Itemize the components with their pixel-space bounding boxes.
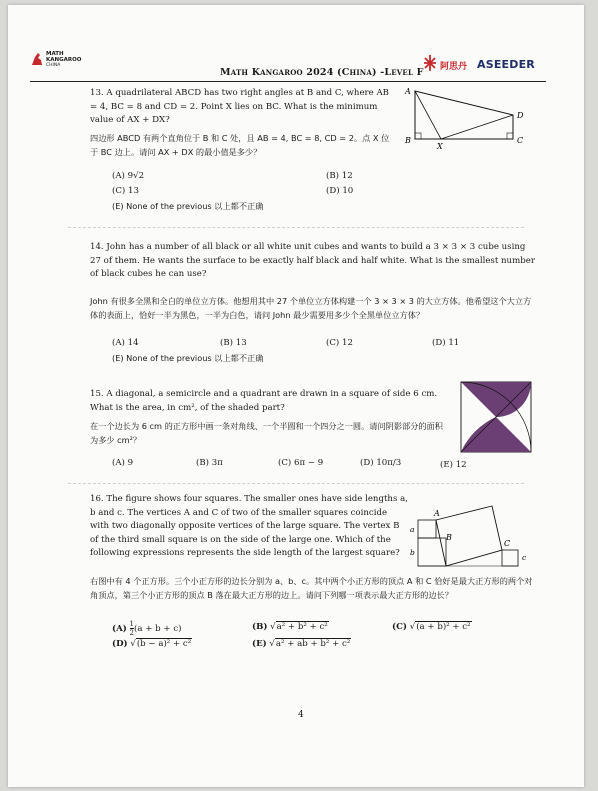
q14-option-b[interactable]: (B) 13	[220, 338, 247, 348]
q16-option-e[interactable]: (E) √a² + ab + b² + c²	[252, 639, 351, 649]
q15-text-en: 15. A diagonal, a semicircle and a quadrant are drawn in a square of side 6 cm. What is the area, in cm², of the shaded part?	[90, 389, 438, 413]
q15-figure	[460, 381, 532, 453]
q16-option-b-expr: a² + b² + c²	[276, 622, 328, 632]
q15-option-d[interactable]: (D) 10π/3	[360, 458, 402, 468]
header-rule	[30, 81, 546, 82]
q13-option-d[interactable]: (D) 10	[326, 186, 354, 196]
q16-option-a[interactable]	[112, 620, 182, 637]
q13-label-c: C	[517, 136, 524, 145]
q16-label-side-a: a	[410, 525, 415, 534]
page	[8, 5, 584, 787]
q15-option-a[interactable]: (A) 9	[112, 458, 134, 468]
logo-text-math: MATH	[46, 51, 64, 57]
logo-text-china: CHINA	[46, 63, 61, 68]
brand-cn: 阿思丹	[440, 62, 468, 72]
aseeder-icon	[422, 53, 438, 73]
aseeder-logo	[422, 53, 546, 75]
math-kangaroo-logo	[30, 45, 90, 79]
q16-text-cn: 右图中有 4 个正方形。三个小正方形的边长分别为 a、b、c。其中两个小正方形的顶点 A 和 C 恰好是最大正方形的两个对角顶点，第三个小正方形的顶点 B 落在最大正方形的边上。请问下列哪一项表示最大正方形的边长？	[90, 576, 533, 600]
q16-label-side-b: b	[410, 548, 415, 557]
q16-option-d[interactable]: (D) √(b − a)² + c²	[112, 639, 192, 649]
q13-option-c[interactable]: (C) 13	[112, 186, 139, 196]
q16-option-e-expr: a² + ab + b² + c²	[275, 639, 351, 649]
q13-text-cn: 四边形 ABCD 有两个直角位于 B 和 C 处，且 AB = 4, BC = 8, CD = 2。点 X 位于 BC 边上。请问 AX + DX 的最小值是多少？	[90, 133, 390, 157]
q13-figure	[401, 83, 531, 153]
q15-option-e[interactable]: (E) 12	[440, 460, 467, 470]
q14-text-cn: John 有很多全黑和全白的单位立方体。他想用其中 27 个单位立方体构建一个 3 × 3 × 3 的大立方体。他希望这个大立方体的表面上，恰好一半为黑色，一半为白色，请问 John 最少需要用多少个全黑单位立方体？	[90, 296, 532, 320]
q13-option-b[interactable]: (B) 12	[326, 171, 353, 181]
kangaroo-icon	[30, 51, 44, 67]
q16-option-c[interactable]: (C) √(a + b)² + c²	[392, 622, 471, 632]
q14-option-a[interactable]: (A) 14	[112, 338, 139, 348]
q13-label-a: A	[405, 87, 411, 96]
page-number: 4	[298, 710, 304, 720]
q16-option-b-letter: (B)	[252, 622, 268, 632]
q16-label-c: C	[504, 539, 511, 548]
logo-text-kangaroo: KANGAROO	[46, 57, 82, 63]
q13-option-e[interactable]: (E) None of the previous 以上都不正确	[112, 201, 264, 211]
q16-label-a: A	[434, 509, 440, 518]
q16-option-c-letter: (C)	[392, 622, 407, 632]
header	[30, 45, 546, 85]
q13-text-en: 13. A quadrilateral ABCD has two right angles at B and C, where AB = 4, BC = 8 and CD = 2. Point X lies on BC. What is the minimum value of AX + DX?	[90, 88, 389, 125]
q14-option-d[interactable]: (D) 11	[432, 338, 460, 348]
q13-option-a[interactable]: (A) 9√2	[112, 171, 145, 181]
q16-label-b: B	[446, 533, 452, 542]
q16-text-en: 16. The figure shows four squares. The smaller ones have side lengths a, b and c. The vertices A and C of two of the smaller squares coincide with two diagonally opposite vertices of the large square. The vertex B of the third small square is on the side of the large one. Which of the following expressions represents the side length of the largest square?	[90, 494, 408, 558]
q13-label-d: D	[517, 111, 524, 120]
q15-option-c[interactable]: (C) 6π − 9	[278, 458, 324, 468]
header-title: Math Kangaroo 2024 (China) -Level F	[220, 67, 424, 78]
separator	[68, 483, 524, 484]
q16-option-a-fraction: $\frac{1}{2}$	[129, 620, 135, 637]
q16-option-d-expr: (b − a)² + c²	[136, 639, 192, 649]
q13-label-b: B	[405, 136, 411, 145]
q16-option-a-expr: (a + b + c)	[134, 624, 182, 634]
q15-option-b[interactable]: (B) 3π	[196, 458, 223, 468]
q15-text-cn: 在一个边长为 6 cm 的正方形中画一条对角线、一个半圆和一个四分之一圆。请问阴影部分的面积为多少 cm²？	[90, 421, 443, 445]
q16-option-c-expr: (a + b)² + c²	[416, 622, 471, 632]
q13-label-x: X	[437, 142, 443, 151]
q14-text-en: 14. John has a number of all black or all white unit cubes and wants to build a 3 × 3 × 3 cube using 27 of them. He wants the surface to be exactly half black and half white. What is the smallest number of black cubes he can use?	[90, 242, 535, 279]
q16-option-e-letter: (E)	[252, 639, 267, 649]
q16-option-a-letter: (A)	[112, 624, 127, 634]
brand-en: ASEEDER	[477, 58, 535, 71]
q16-option-b[interactable]: (B) √a² + b² + c²	[252, 622, 328, 632]
q16-option-d-letter: (D)	[112, 639, 128, 649]
q16-label-side-c: c	[522, 553, 527, 562]
q16-figure	[406, 500, 534, 576]
separator	[68, 227, 524, 228]
q14-option-e[interactable]: (E) None of the previous 以上都不正确	[112, 353, 264, 363]
q14-option-c[interactable]: (C) 12	[326, 338, 353, 348]
